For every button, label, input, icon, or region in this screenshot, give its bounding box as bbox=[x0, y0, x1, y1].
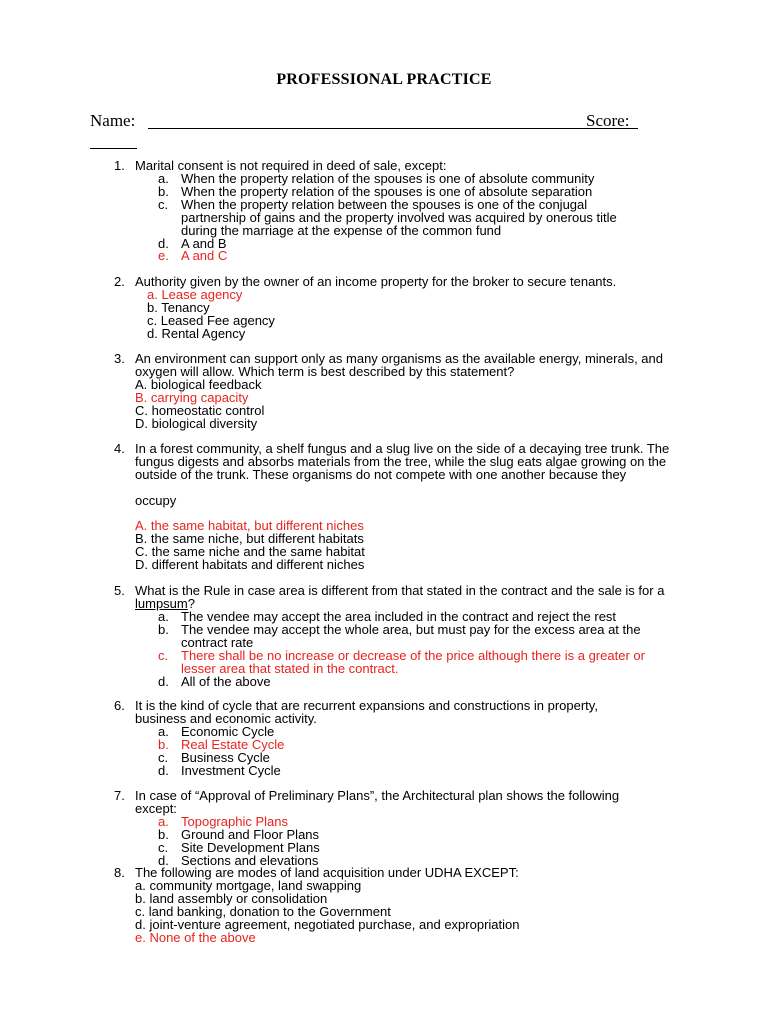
option-b-answer: B. carrying capacity bbox=[135, 389, 249, 405]
option-text: The vendee may accept the whole area, but must pay for the excess area at the contract rate bbox=[181, 621, 641, 650]
option-a-answer: a. Lease agency bbox=[147, 287, 243, 302]
name-label: Name: bbox=[90, 111, 136, 130]
option-a-answer: A. the same habitat, but different niches bbox=[135, 517, 364, 533]
options-list bbox=[135, 495, 680, 572]
option-letter: d. bbox=[158, 762, 169, 778]
question-number: 8. bbox=[114, 865, 125, 880]
options-list bbox=[135, 880, 680, 945]
question-number: 1. bbox=[114, 158, 125, 173]
option-text: Economic Cycle bbox=[181, 724, 275, 739]
options-list bbox=[147, 289, 692, 341]
option-letter: b. bbox=[158, 736, 169, 752]
option-letter: e. bbox=[158, 248, 169, 264]
option-letter: b. bbox=[158, 621, 169, 637]
score-label: Score: bbox=[586, 111, 630, 130]
option-c bbox=[135, 196, 651, 238]
option-d: D. different habitats and different niches bbox=[135, 556, 365, 572]
option-d: d. joint-venture agreement, negotiated purchase, and expropriation bbox=[135, 916, 520, 932]
option-letter: a. bbox=[158, 171, 169, 186]
option-letter: d. bbox=[158, 852, 169, 868]
option-d: d. Rental Agency bbox=[147, 325, 246, 341]
option-text: The vendee may accept the area included in the contract and reject the rest bbox=[181, 609, 617, 624]
option-letter: a. bbox=[158, 609, 169, 624]
options-list bbox=[135, 816, 680, 868]
option-text: There shall be no increase or decrease of the price although there is a greater or lesser area that stated in the contract. bbox=[181, 647, 645, 676]
option-letter: c. bbox=[158, 749, 169, 765]
question-number: 3. bbox=[114, 351, 125, 366]
option-text: Investment Cycle bbox=[181, 762, 281, 778]
option-c: C. the same niche and the same habitat bbox=[135, 543, 365, 559]
option-text: When the property relation of the spouses is one of absolute separation bbox=[181, 183, 593, 199]
question-stem: In a forest community, a shelf fungus and a slug live on the side of a decaying tree trunk. The fungus digests and absorbs materials from the tree, while the slug eats algae growing on the outside of the trunk. These organisms do not compete with one another because they bbox=[135, 441, 670, 482]
option-letter: a. bbox=[158, 724, 169, 739]
option-text: All of the above bbox=[181, 673, 271, 689]
option-text: Sections and elevations bbox=[181, 852, 319, 868]
option-d bbox=[135, 762, 680, 778]
document-title: PROFESSIONAL PRACTICE bbox=[276, 71, 492, 88]
option-letter: c. bbox=[158, 647, 169, 663]
options-list bbox=[135, 379, 680, 431]
question-stem: Authority given by the owner of an income property for the broker to secure tenants. bbox=[135, 274, 617, 289]
question-stem: It is the kind of cycle that are recurrent expansions and constructions in property, business and economic activity. bbox=[135, 698, 598, 726]
option-b: B. the same niche, but different habitats bbox=[135, 530, 364, 546]
option-a: a. community mortgage, land swapping bbox=[135, 878, 362, 893]
option-letter: c. bbox=[158, 196, 169, 212]
option-letter: d. bbox=[158, 673, 169, 689]
option-text: Site Development Plans bbox=[181, 839, 320, 855]
option-d bbox=[135, 673, 680, 689]
question-stem: An environment can support only as many organisms as the available energy, minerals, and oxygen will allow. Which term is best described by this statement? bbox=[135, 351, 663, 379]
option-text: A and C bbox=[181, 248, 228, 264]
option-c-answer bbox=[135, 647, 681, 676]
question-stem: Marital consent is not required in deed of sale, except: bbox=[135, 158, 447, 173]
option-e-answer: e. None of the above bbox=[135, 929, 256, 945]
option-text: A and B bbox=[181, 235, 227, 251]
option-b bbox=[135, 621, 681, 650]
option-letter: d. bbox=[158, 235, 169, 251]
option-text: Real Estate Cycle bbox=[181, 736, 285, 752]
stem-text: ? bbox=[187, 595, 195, 611]
option-letter: b. bbox=[158, 826, 169, 842]
question-stem: In case of “Approval of Preliminary Plans”, the Architectural plan shows the following except: bbox=[135, 788, 620, 816]
question-number: 7. bbox=[114, 788, 125, 803]
option-text: Ground and Floor Plans bbox=[181, 826, 320, 842]
option-a: A. biological feedback bbox=[135, 377, 262, 392]
score-blank-line bbox=[90, 148, 137, 149]
option-letter: a. bbox=[158, 814, 169, 829]
option-text: Business Cycle bbox=[181, 749, 270, 765]
options-list bbox=[135, 726, 680, 778]
option-letter: c. bbox=[158, 839, 169, 855]
option-b: b. Tenancy bbox=[147, 299, 210, 315]
question-number: 6. bbox=[114, 698, 125, 713]
option-e-answer bbox=[135, 250, 680, 263]
option-text: When the property relation of the spouses is one of absolute community bbox=[181, 171, 595, 186]
underlined-term: lumpsum bbox=[135, 595, 188, 611]
option-c: C. homeostatic control bbox=[135, 402, 265, 418]
question-number: 5. bbox=[114, 583, 125, 598]
option-text: Topographic Plans bbox=[181, 814, 288, 829]
question-stem-continuation: occupy bbox=[135, 493, 177, 508]
question-stem bbox=[135, 585, 680, 611]
option-letter: b. bbox=[158, 183, 169, 199]
option-text: When the property relation between the spouses is one of the conjugal partnership of gains and the property involved was acquired by onerous title during the marriage at the expense of the common fund bbox=[181, 196, 617, 238]
question-number: 4. bbox=[114, 441, 125, 456]
options-list bbox=[135, 173, 680, 263]
options-list bbox=[135, 611, 680, 688]
option-c: c. land banking, donation to the Government bbox=[135, 903, 391, 919]
question-stem: The following are modes of land acquisition under UDHA EXCEPT: bbox=[135, 865, 519, 880]
option-d: D. biological diversity bbox=[135, 415, 258, 431]
name-blank-line bbox=[148, 128, 638, 129]
option-c: c. Leased Fee agency bbox=[147, 312, 275, 328]
stem-text: What is the Rule in case area is different from that stated in the contract and the sale is for a bbox=[135, 583, 665, 598]
question-number: 2. bbox=[114, 274, 125, 289]
option-b: b. land assembly or consolidation bbox=[135, 890, 328, 906]
